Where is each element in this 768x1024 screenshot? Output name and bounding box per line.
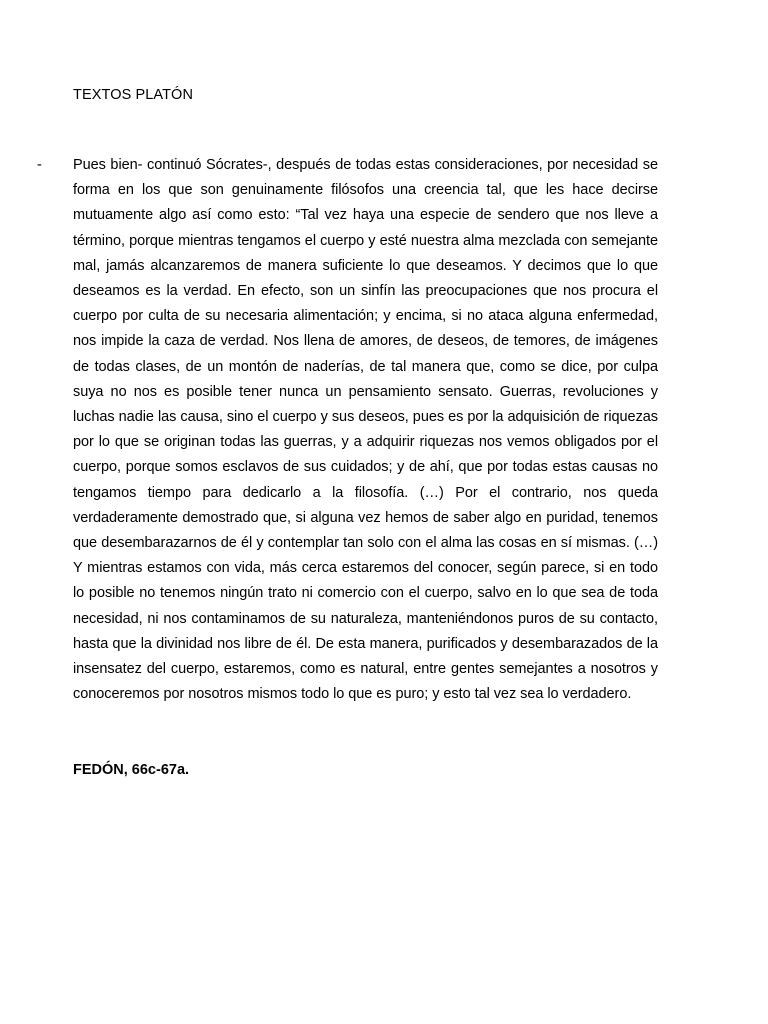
document-title: TEXTOS PLATÓN — [73, 87, 194, 103]
source-citation: FEDÓN, 66c-67a. — [73, 762, 190, 778]
quote-paragraph: Pues bien- continuó Sócrates-, después de todas estas consideraciones, por necesidad se forma en los que son genuinamente filósofos una creencia tal, que les hace decirse mutuamente algo así como esto: “Tal vez haya una especie de sendero que nos lleve a término, porque mientras tengamos el cuerpo y esté nuestra alma mezclada con semejante mal, jamás alcanzaremos de manera suficiente lo que deseamos. Y decimos que lo que deseamos es la verdad. En efecto, son un sinfín las preocupaciones que nos procura el cuerpo por culta de su necesaria alimentación; y encima, si no ataca alguna enfermedad, nos impide la caza de verdad. Nos llena de amores, de deseos, de temores, de imágenes de todas clases, de un montón de naderías, de tal manera que, como se dice, por culpa suya no nos es posible tener nunca un pensamiento sensato. Guerras, revoluciones y luchas nadie las causa, sino el cuerpo y sus deseos, pues es por la adquisición de riquezas por lo que se originan todas las guerras, y a adquirir riquezas nos vemos obligados por el cuerpo, porque somos esclavos de sus cuidados; y de ahí, que por todas estas causas no tengamos tiempo para dedicarlo a la filosofía. (…) Por el contrario, nos queda verdaderamente demostrado que, si alguna vez hemos de saber algo en puridad, tenemos que desembarazarnos de él y contemplar tan solo con el alma las cosas en sí mismas. (…) Y mientras estamos con vida, más cerca estaremos del conocer, según parece, si en todo lo posible no tenemos ningún trato ni comercio con el cuerpo, salvo en lo que sea de toda necesidad, ni nos contaminamos de su naturaleza, manteniéndonos puros de su contacto, hasta que la divinidad nos libre de él. De esta manera, purificados y desembarazados de la insensatez del cuerpo, estaremos, como es natural, entre gentes semejantes a nosotros y conoceremos por nosotros mismos todo lo que es puro; y esto tal vez sea lo verdadero. — [73, 157, 658, 703]
list-bullet: - — [37, 157, 42, 173]
